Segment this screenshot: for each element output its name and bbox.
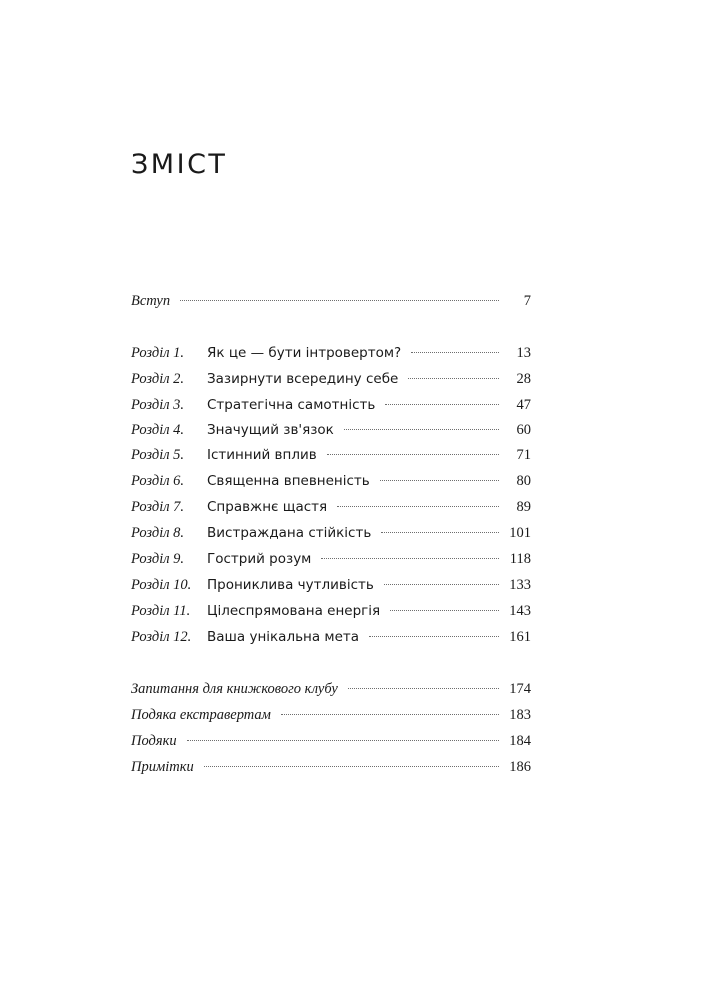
toc-page-number: 118 [509,551,531,567]
toc-page-number: 101 [509,525,531,541]
chapter-label: Розділ 12. [131,629,192,645]
toc-entry-chapter-8[interactable] [131,522,531,544]
chapter-label: Розділ 2. [131,371,185,387]
dot-leader [327,454,499,455]
dot-leader [411,352,499,353]
toc-entry-chapter-1[interactable] [131,342,531,364]
toc-page-number: 80 [516,473,531,489]
dot-leader [348,688,499,689]
toc-entry-book-club-questions[interactable] [131,678,531,700]
chapter-label: Розділ 1. [131,345,185,361]
toc-page-number: 184 [509,733,531,749]
dot-leader [204,766,499,767]
toc-page-number: 183 [509,707,531,723]
chapter-title: Гострий розум [207,551,312,567]
toc-page-number: 7 [523,293,531,309]
toc-entry-label: Запитання для книжкового клубу [131,681,338,697]
chapter-title: Зазирнути всередину себе [207,371,399,387]
chapter-label: Розділ 4. [131,422,185,438]
chapter-title: Стратегічна самотність [207,397,376,413]
toc-page-number: 174 [509,681,531,697]
toc-page-number: 89 [516,499,531,515]
toc-page-number: 143 [509,603,531,619]
chapter-label: Розділ 7. [131,499,185,515]
dot-leader [384,584,499,585]
toc-entry-label: Подяки [131,733,177,749]
chapter-title: Цілеспрямована енергія [207,603,381,619]
toc-page-number: 28 [516,371,531,387]
chapter-title: Істинний вплив [207,447,317,463]
chapter-label: Розділ 10. [131,577,192,593]
chapter-title: Справжнє щастя [207,499,328,515]
toc-page-number: 13 [516,345,531,361]
toc-entry-chapter-9[interactable] [131,548,531,570]
chapter-label: Розділ 9. [131,551,185,567]
dot-leader [344,429,499,430]
chapter-title: Священна впевненість [207,473,370,489]
toc-entry-chapter-12[interactable] [131,626,531,648]
toc-entry-acknowledgements[interactable] [131,730,531,752]
dot-leader [321,558,499,559]
toc-entry-label: Подяка екстравертам [131,707,271,723]
toc-entry-notes[interactable] [131,756,531,778]
chapter-label: Розділ 3. [131,397,185,413]
chapter-label: Розділ 11. [131,603,191,619]
toc-entry-chapter-2[interactable] [131,368,531,390]
dot-leader [385,404,499,405]
chapter-title: Прониклива чутливість [207,577,374,593]
toc-entry-chapter-5[interactable] [131,444,531,466]
dot-leader [187,740,499,741]
toc-entry-thanks-extroverts[interactable] [131,704,531,726]
page-title: ЗМІСТ [131,149,228,180]
toc-page-number: 60 [516,422,531,438]
toc-page-number: 47 [516,397,531,413]
toc-page-number: 161 [509,629,531,645]
dot-leader [369,636,499,637]
chapter-title: Вистраждана стійкість [207,525,372,541]
chapter-label: Розділ 8. [131,525,185,541]
toc-entry-chapter-6[interactable] [131,470,531,492]
chapter-title: Як це — бути інтровертом? [207,345,402,361]
toc-entry-chapter-3[interactable] [131,394,531,416]
dot-leader [408,378,499,379]
dot-leader [381,532,499,533]
toc-page-number: 71 [516,447,531,463]
toc-entry-chapter-11[interactable] [131,600,531,622]
toc-entry-intro[interactable] [131,290,531,312]
chapter-title: Значущий зв'язок [207,422,334,438]
chapter-title: Ваша унікальна мета [207,629,360,645]
dot-leader [380,480,499,481]
toc-entry-label: Примітки [131,759,194,775]
toc-entry-chapter-4[interactable] [131,419,531,441]
dot-leader [337,506,499,507]
dot-leader [281,714,499,715]
toc-page-number: 133 [509,577,531,593]
chapter-label: Розділ 6. [131,473,185,489]
dot-leader [180,300,499,301]
toc-entry-label: Вступ [131,293,171,309]
toc-page-number: 186 [509,759,531,775]
toc-entry-chapter-7[interactable] [131,496,531,518]
dot-leader [390,610,499,611]
toc-entry-chapter-10[interactable] [131,574,531,596]
chapter-label: Розділ 5. [131,447,185,463]
